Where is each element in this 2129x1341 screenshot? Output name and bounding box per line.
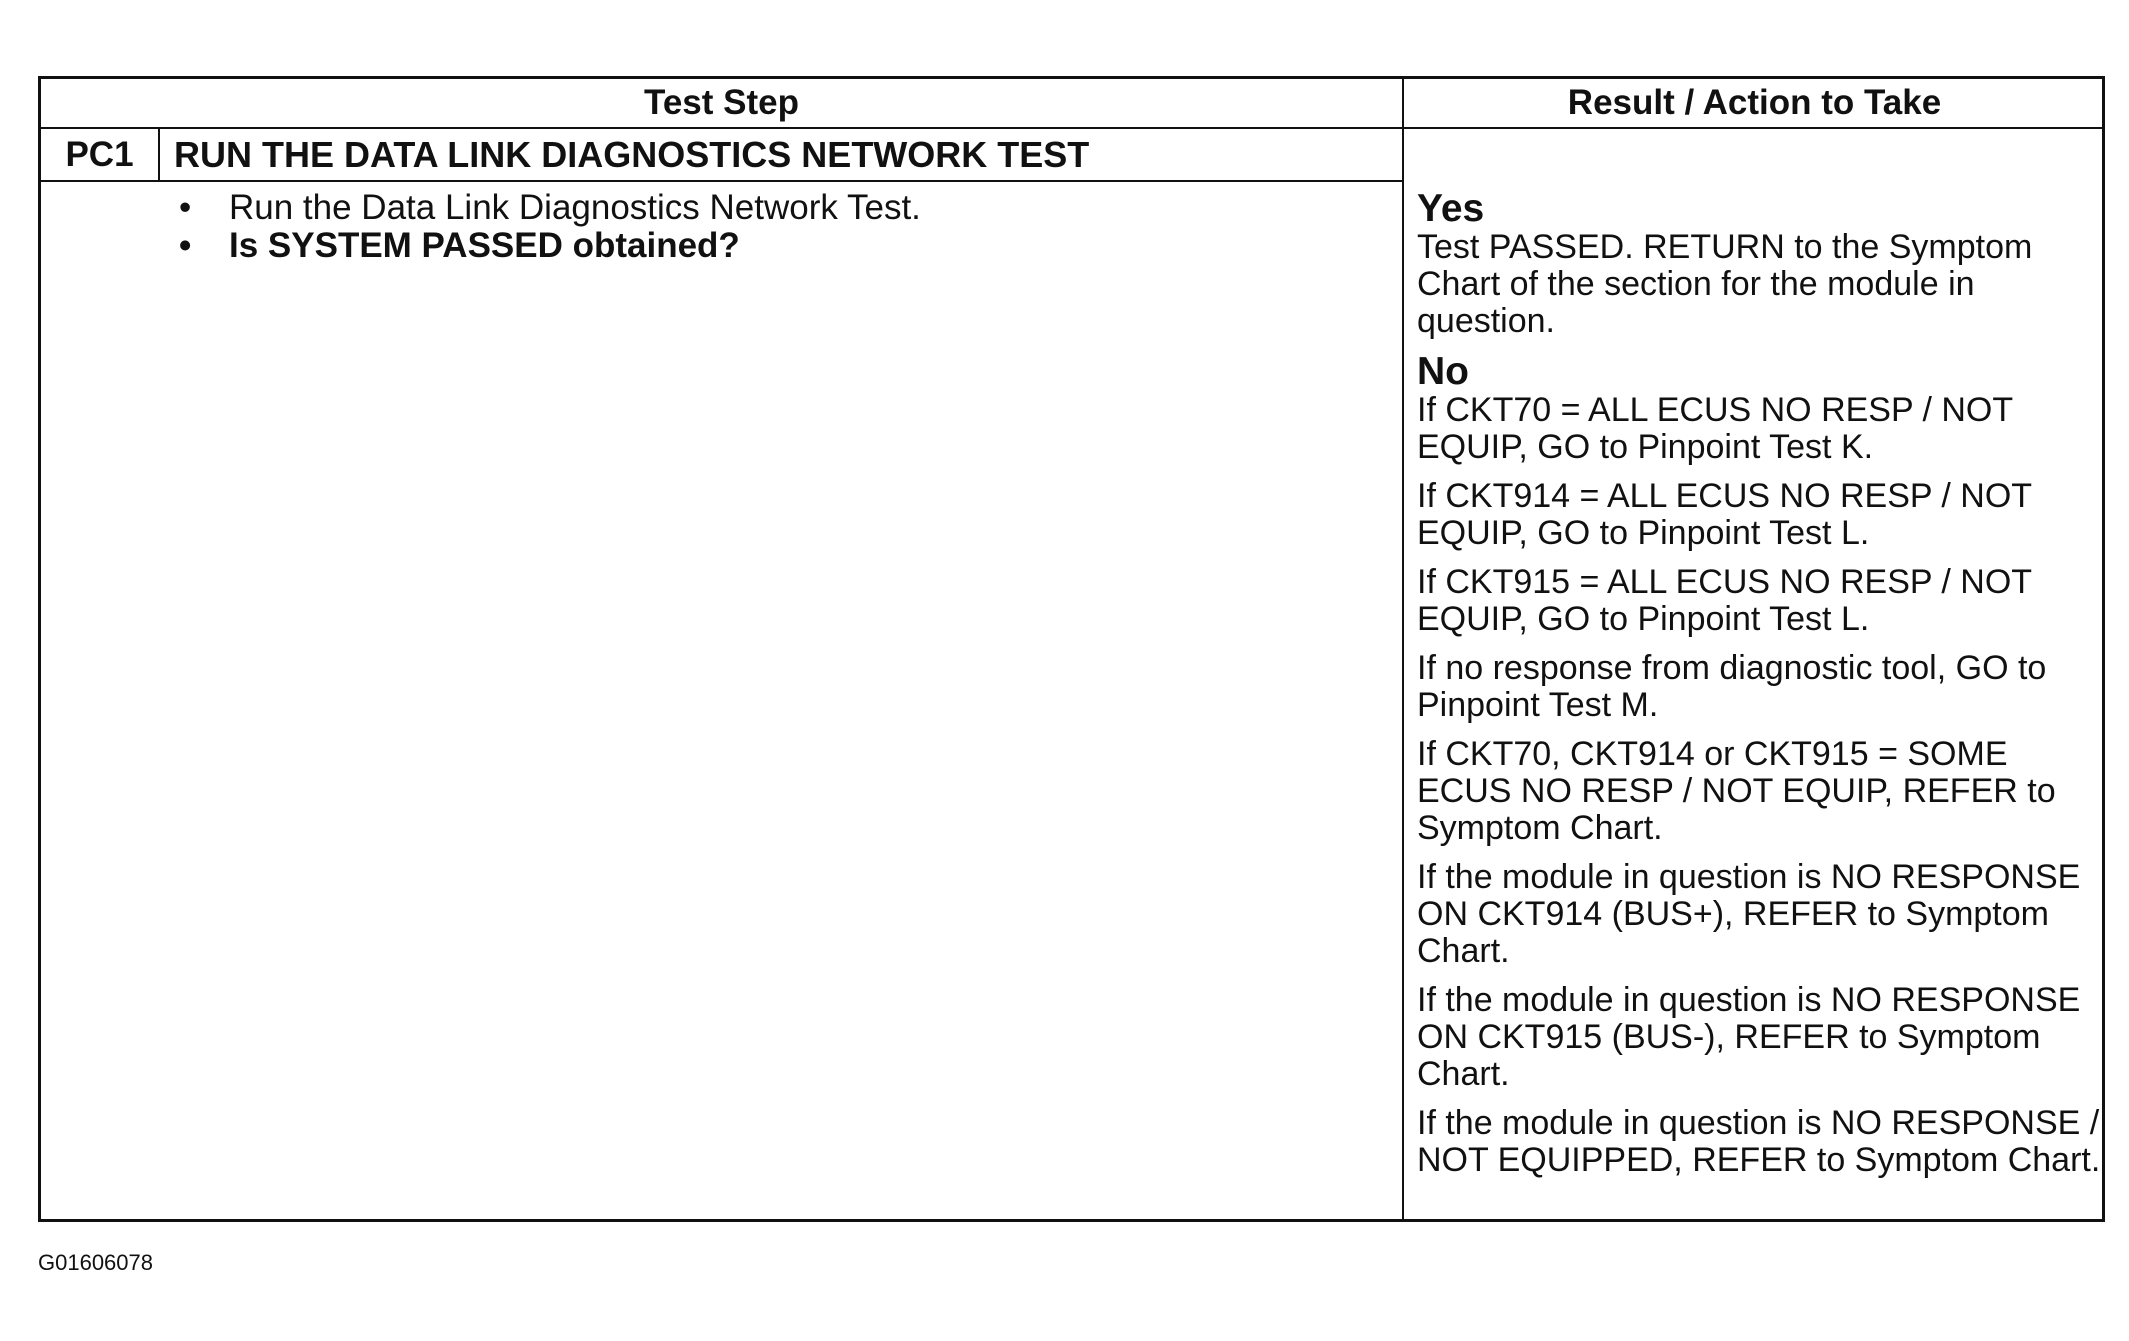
instruction-text: Run the Data Link Diagnostics Network Test. (229, 188, 921, 227)
result-no-item: If CKT914 = ALL ECUS NO RESP / NOT EQUIP, GO to Pinpoint Test L. (1417, 477, 2032, 552)
header-result-action: Result / Action to Take (1567, 83, 1942, 122)
result-no-item: If CKT915 = ALL ECUS NO RESP / NOT EQUIP, GO to Pinpoint Test L. (1417, 563, 2032, 638)
bullet-marker: • (179, 188, 192, 227)
step-title: RUN THE DATA LINK DIAGNOSTICS NETWORK TEST (174, 133, 1090, 175)
instruction-question (171, 227, 921, 265)
result-no-label: No (1417, 350, 1469, 393)
bullet-marker: • (179, 226, 192, 265)
result-no-item: If the module in question is NO RESPONSE / NOT EQUIPPED, REFER to Symptom Chart. (1417, 1104, 2101, 1179)
header-test-step: Test Step (644, 83, 799, 122)
step-id-divider (158, 128, 160, 181)
step-title-divider (41, 180, 1403, 182)
result-yes-text: Test PASSED. RETURN to the Symptom Chart of the section for the module in question. (1417, 228, 2033, 340)
column-divider (1402, 79, 1404, 1219)
result-yes-label: Yes (1417, 187, 1485, 230)
instruction-item (171, 189, 921, 227)
result-no-item: If the module in question is NO RESPONSE ON CKT914 (BUS+), REFER to Symptom Chart. (1417, 858, 2081, 970)
step-id: PC1 (65, 134, 134, 174)
result-no-item: If no response from diagnostic tool, GO to Pinpoint Test M. (1417, 649, 2047, 724)
diagnostic-table (38, 76, 2105, 1222)
result-no-item: If CKT70 = ALL ECUS NO RESP / NOT EQUIP, GO to Pinpoint Test K. (1417, 391, 2013, 466)
instruction-text: Is SYSTEM PASSED obtained? (229, 226, 740, 265)
result-action-column (1417, 185, 2107, 1191)
figure-id: G01606078 (38, 1250, 153, 1275)
result-no-item: If CKT70, CKT914 or CKT915 = SOME ECUS NO RESP / NOT EQUIP, REFER to Symptom Chart. (1417, 735, 2056, 847)
test-step-instructions (171, 189, 921, 265)
result-no-item: If the module in question is NO RESPONSE ON CKT915 (BUS-), REFER to Symptom Chart. (1417, 981, 2081, 1093)
